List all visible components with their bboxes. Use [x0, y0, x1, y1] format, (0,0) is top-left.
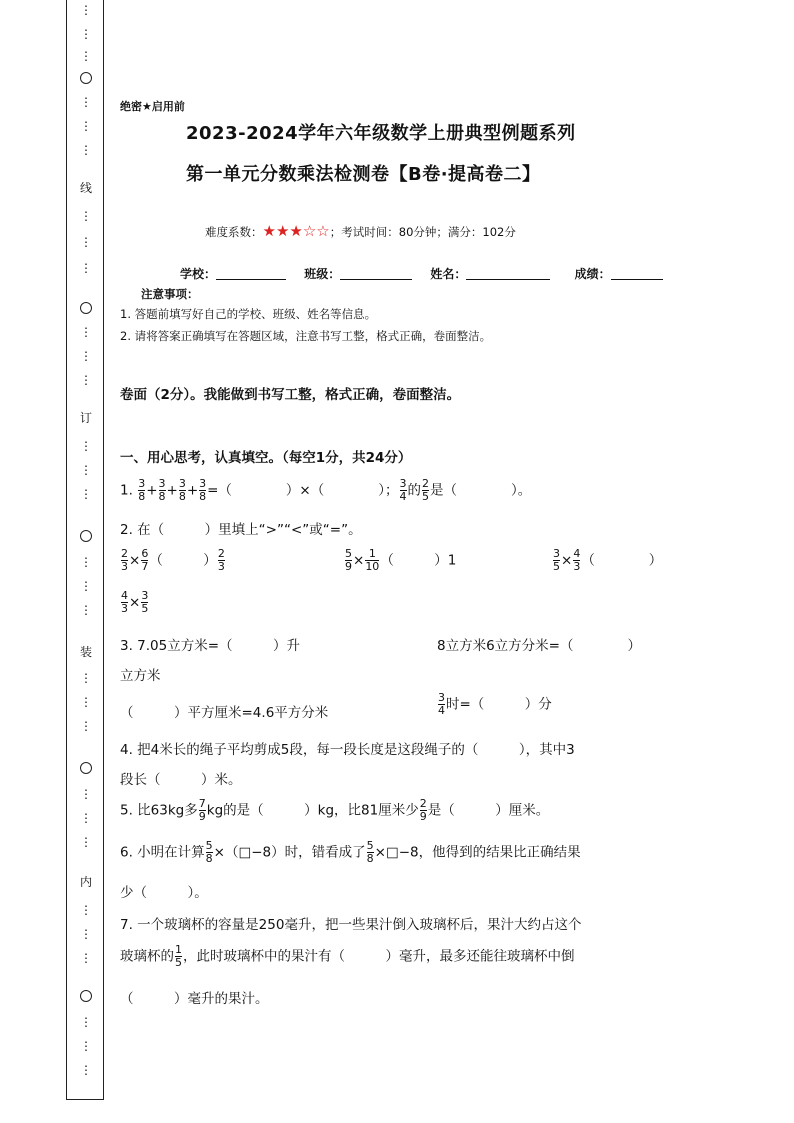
exam-time-score: ；考试时间：80分钟；满分：102分	[329, 225, 516, 239]
binding-dots: ⋮	[80, 439, 92, 453]
binding-dots: ⋮	[80, 95, 92, 109]
exam-subtitle: 第一单元分数乘法检测卷【B卷·提高卷二】	[186, 164, 541, 185]
binding-dots: ⋮	[80, 603, 92, 617]
compare-b[interactable]: $\frac{5}{9}$ × $\frac{1}{10}$ （ ）1	[345, 547, 457, 573]
binding-char-nei: 内	[79, 875, 92, 889]
question-7-end[interactable]: （ ）毫升的果汁。	[120, 991, 269, 1007]
section-heading: 一、用心思考，认真填空。（每空1分，共24分）	[120, 450, 412, 466]
binding-strip	[66, 0, 104, 1100]
secret-mark: 绝密★启用前	[120, 100, 185, 113]
binding-ring	[67, 72, 105, 84]
binding-dots: ⋮	[80, 119, 92, 133]
binding-dots: ⋮	[80, 719, 92, 733]
binding-char-zhuang: 装	[79, 645, 92, 659]
binding-dots: ⋮	[80, 487, 92, 501]
compare-c[interactable]: $\frac{3}{5}$ × $\frac{4}{3}$ （ ）	[553, 547, 663, 573]
binding-dots: ⋮	[80, 671, 92, 685]
binding-ring	[67, 990, 105, 1002]
binding-ring	[67, 302, 105, 314]
binding-dots: ⋮	[80, 835, 92, 849]
answer-blanks[interactable]: =（ ）×（ ）；	[207, 482, 399, 499]
exam-meta	[205, 222, 516, 240]
star-icons	[263, 222, 330, 240]
binding-dots: ⋮	[80, 325, 92, 339]
binding-dots: ⋮	[80, 695, 92, 709]
notes-heading: 注意事项：	[141, 287, 199, 301]
binding-dots: ⋮	[80, 1063, 92, 1077]
compare-d[interactable]: $\frac{4}{3}$ × $\frac{3}{5}$	[121, 589, 149, 615]
question-3c[interactable]: （ ）平方厘米=4.6平方分米	[120, 705, 329, 721]
note-item: 2. 请将答案正确填写在答题区域，注意书写工整，格式正确，卷面整洁。	[120, 329, 492, 343]
class-field[interactable]	[340, 266, 412, 280]
binding-dots: ⋮	[80, 27, 92, 41]
question-6[interactable]: 6. 小明在计算 $\frac{5}{8}$ ×（□−8）时，错看成了 $\frac{5}{8}$ ×□−8，他得到的结果比正确结果	[120, 839, 581, 865]
binding-dots: ⋮	[80, 1039, 92, 1053]
question-6-cont[interactable]: 少（ ）。	[120, 885, 208, 901]
binding-char-ding: 订	[79, 411, 92, 425]
fraction: $\frac{3}{8}$	[158, 477, 166, 503]
stars-filled: ★★★	[262, 222, 303, 240]
binding-dots: ⋮	[80, 811, 92, 825]
fraction: $\frac{3}{8}$	[199, 477, 207, 503]
binding-dots: ⋮	[80, 261, 92, 275]
binding-char-xian: 线	[79, 181, 92, 195]
score-field[interactable]	[611, 266, 663, 280]
difficulty-label: 难度系数：	[205, 225, 263, 239]
binding-ring	[67, 530, 105, 542]
binding-dots: ⋮	[80, 951, 92, 965]
neatness-requirement: 卷面（2分）。我能做到书写工整，格式正确，卷面整洁。	[120, 387, 461, 403]
class-label: 班级：	[304, 267, 341, 281]
binding-dots: ⋮	[80, 1015, 92, 1029]
binding-dots: ⋮	[80, 579, 92, 593]
binding-dots: ⋮	[80, 3, 92, 17]
name-label: 姓名：	[430, 267, 467, 281]
student-info	[180, 265, 663, 282]
compare-a[interactable]: $\frac{2}{3}$ × $\frac{6}{7}$ （ ） $\frac{2}{3}$	[121, 547, 225, 573]
binding-dots: ⋮	[80, 49, 92, 63]
binding-ring	[67, 762, 105, 774]
name-field[interactable]	[466, 266, 550, 280]
fraction: $\frac{3}{8}$	[178, 477, 186, 503]
question-4-cont[interactable]: 段长（ ）米。	[120, 772, 242, 788]
binding-dots: ⋮	[80, 787, 92, 801]
school-label: 学校：	[180, 267, 217, 281]
exam-title: 2023-2024学年六年级数学上册典型例题系列	[186, 123, 576, 144]
note-item: 1. 答题前填写好自己的学校、班级、姓名等信息。	[120, 307, 377, 321]
binding-dots: ⋮	[80, 463, 92, 477]
stars-empty: ☆☆	[302, 222, 330, 240]
binding-dots: ⋮	[80, 373, 92, 387]
binding-dots: ⋮	[80, 927, 92, 941]
binding-dots: ⋮	[80, 143, 92, 157]
fraction: $\frac{3}{8}$	[138, 477, 146, 503]
binding-dots: ⋮	[80, 903, 92, 917]
question-3b[interactable]: 8立方米6立方分米=（ ）	[437, 638, 641, 654]
binding-dots: ⋮	[80, 209, 92, 223]
fraction: $\frac{3}{4}$	[399, 477, 407, 503]
question-5[interactable]: 5. 比63kg多 $\frac{7}{9}$ kg的是（ ）kg，比81厘米少 $\frac{2}{9}$ 是（ ）厘米。	[120, 797, 550, 823]
question-3b-unit: 立方米	[120, 668, 161, 684]
question-2: 2. 在（ ）里填上“>”“<”或“=”。	[120, 522, 362, 538]
question-1: 1. $\frac{3}{8}$ + $\frac{3}{8}$ + $\frac{3}{8}$ + $\frac{3}{8}$ =（ ）×（ ）； $\frac{3}{4}$ 的 $\frac{2}{5}$ 是（ ）。	[120, 477, 532, 503]
fraction: $\frac{2}{5}$	[422, 477, 429, 503]
question-number: 1.	[120, 482, 133, 499]
question-3a[interactable]: 3. 7.05立方米=（ ）升	[120, 638, 301, 654]
question-7: 7. 一个玻璃杯的容量是250毫升，把一些果汁倒入玻璃杯后，果汁大约占这个	[120, 917, 582, 933]
question-7-cont[interactable]: 玻璃杯的 $\frac{1}{5}$ ，此时玻璃杯中的果汁有（ ）毫升，最多还能往玻璃杯中倒	[120, 943, 575, 969]
score-label: 成绩：	[574, 267, 611, 281]
binding-dots: ⋮	[80, 235, 92, 249]
binding-dots: ⋮	[80, 349, 92, 363]
answer-blank[interactable]: 是（ ）。	[430, 482, 532, 499]
binding-dots: ⋮	[80, 555, 92, 569]
question-3d[interactable]: $\frac{3}{4}$ 时=（ ）分	[438, 691, 552, 717]
question-4[interactable]: 4. 把4米长的绳子平均剪成5段，每一段长度是这段绳子的（ ），其中3	[120, 742, 575, 758]
school-field[interactable]	[216, 266, 286, 280]
